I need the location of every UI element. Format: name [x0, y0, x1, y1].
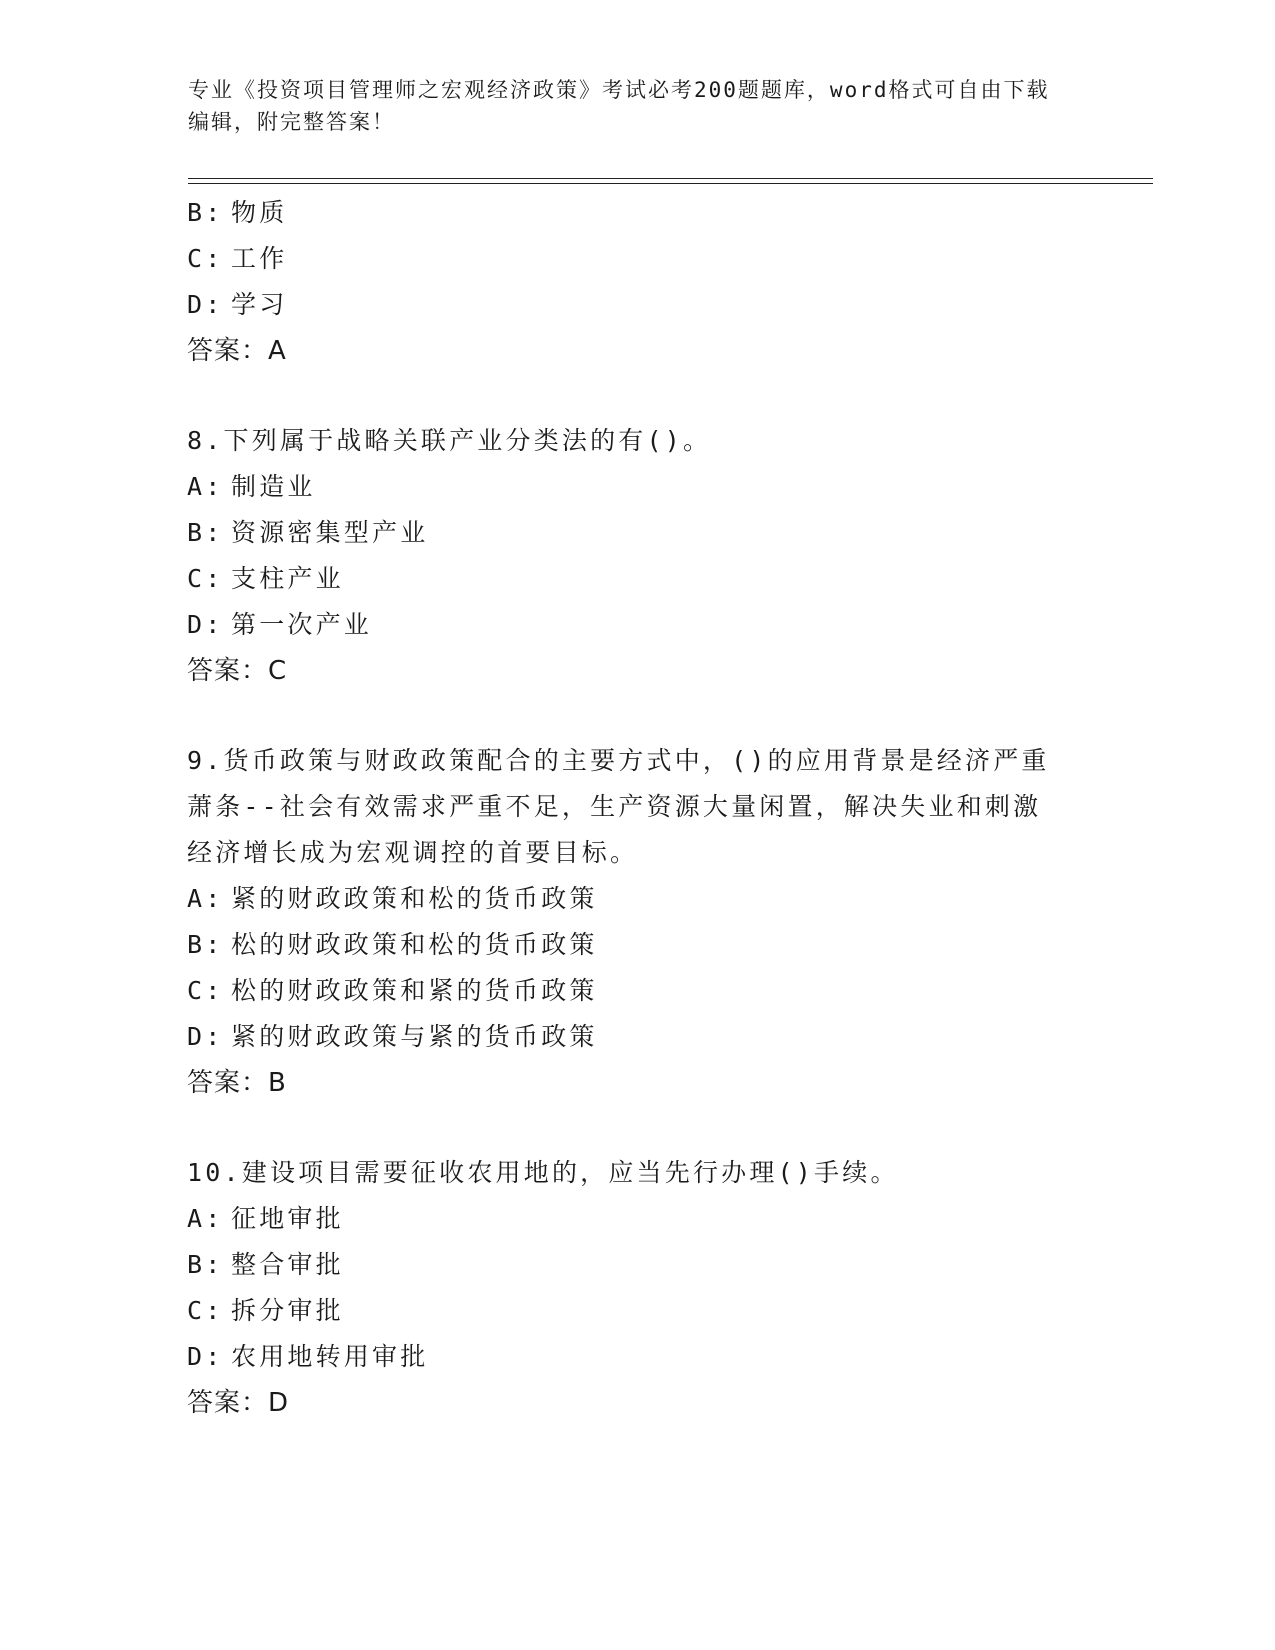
option-text: 紧的财政政策与紧的货币政策 [231, 1022, 598, 1051]
question-list [187, 190, 1087, 1426]
option-a [187, 876, 1087, 922]
option-text: 物质 [231, 198, 288, 227]
option-text: 整合审批 [231, 1250, 344, 1279]
option-key: B: [187, 198, 224, 227]
option-text: 农用地转用审批 [231, 1342, 429, 1371]
header-rule-bottom [188, 183, 1153, 184]
question-stem-line-2: 萧条--社会有效需求严重不足，生产资源大量闲置，解决失业和刺激 [187, 792, 1042, 821]
option-text: 第一次产业 [231, 610, 373, 639]
answer-line: 答案：C [187, 656, 288, 686]
option-key: C: [187, 564, 224, 593]
option-b [187, 510, 1087, 556]
question-stem: 8.下列属于战略关联产业分类法的有()。 [187, 426, 712, 455]
option-d [187, 1014, 1087, 1060]
answer-line: 答案：B [187, 1068, 287, 1098]
option-text: 学习 [231, 290, 288, 319]
option-c [187, 556, 1087, 602]
option-text: 制造业 [231, 472, 316, 501]
option-text: 资源密集型产业 [231, 518, 429, 547]
option-text: 松的财政政策和松的货币政策 [231, 930, 598, 959]
spacer [187, 1106, 1087, 1150]
option-key: A: [187, 1204, 224, 1233]
option-text: 工作 [231, 244, 288, 273]
option-key: B: [187, 1250, 224, 1279]
option-text: 征地审批 [231, 1204, 344, 1233]
header-rule-top [188, 178, 1153, 179]
question-9 [187, 738, 1087, 1106]
option-key: C: [187, 976, 224, 1005]
option-key: C: [187, 244, 224, 273]
question-stem-line-1: 9.货币政策与财政政策配合的主要方式中，()的应用背景是经济严重 [187, 746, 1050, 775]
question-stem: 10.建设项目需要征收农用地的，应当先行办理()手续。 [187, 1158, 899, 1187]
option-d [187, 282, 1087, 328]
option-d [187, 602, 1087, 648]
option-c [187, 236, 1087, 282]
option-key: D: [187, 290, 224, 319]
answer-line: 答案：D [187, 1388, 290, 1418]
option-c [187, 968, 1087, 1014]
question-8 [187, 418, 1087, 694]
option-a [187, 1196, 1087, 1242]
question-10 [187, 1150, 1087, 1426]
option-key: C: [187, 1296, 224, 1325]
spacer [187, 374, 1087, 418]
option-key: B: [187, 930, 224, 959]
option-key: D: [187, 1342, 224, 1371]
option-a [187, 464, 1087, 510]
option-text: 紧的财政政策和松的货币政策 [231, 884, 598, 913]
option-text: 松的财政政策和紧的货币政策 [231, 976, 598, 1005]
document-header: 专业《投资项目管理师之宏观经济政策》考试必考200题题库，word格式可自由下载编辑，附完整答案！ [188, 78, 1050, 134]
option-key: D: [187, 1022, 224, 1051]
question-stem-line-3: 经济增长成为宏观调控的首要目标。 [187, 838, 639, 867]
option-b [187, 190, 1087, 236]
option-b [187, 922, 1087, 968]
option-d [187, 1334, 1087, 1380]
option-b [187, 1242, 1087, 1288]
option-key: D: [187, 610, 224, 639]
question-7 [187, 190, 1087, 374]
option-c [187, 1288, 1087, 1334]
spacer [187, 694, 1087, 738]
option-key: A: [187, 884, 224, 913]
option-text: 支柱产业 [231, 564, 344, 593]
option-text: 拆分审批 [231, 1296, 344, 1325]
option-key: B: [187, 518, 224, 547]
answer-line: 答案：A [187, 336, 287, 366]
option-key: A: [187, 472, 224, 501]
